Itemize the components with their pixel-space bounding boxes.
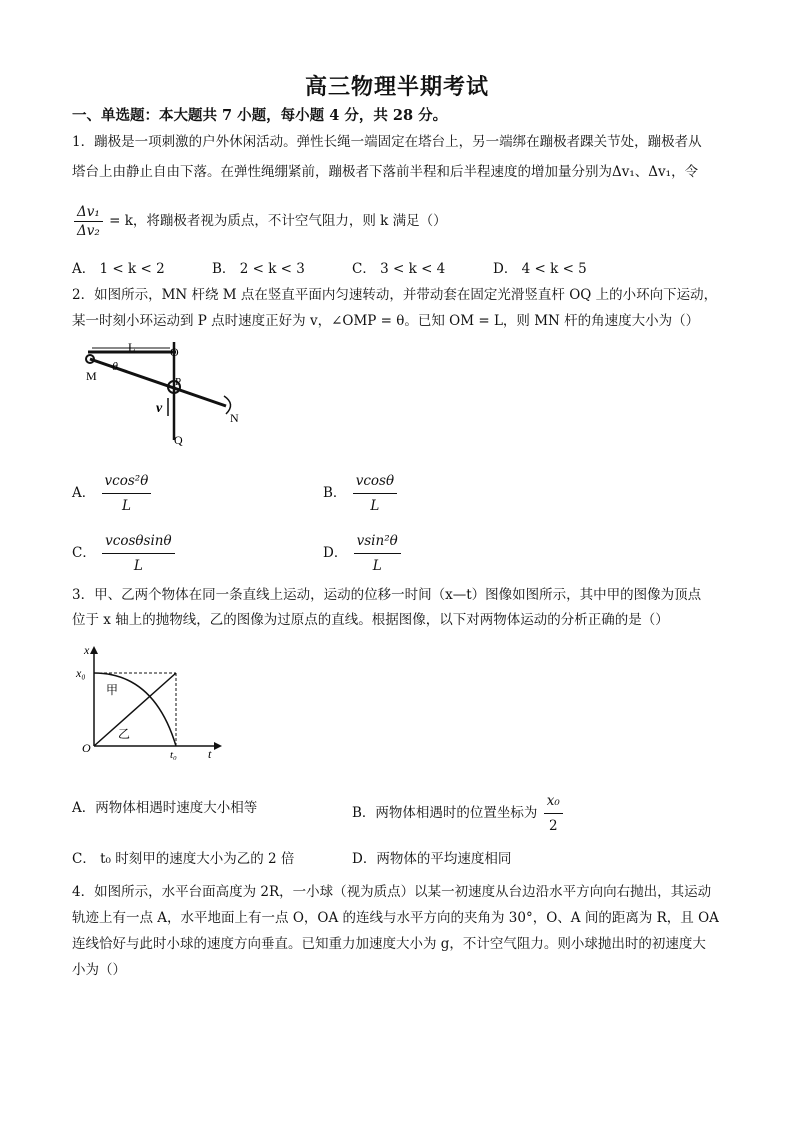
q2-option-a-label: A． [72,485,96,501]
q2-option-a-fraction [102,470,152,517]
page-title: 高三物理半期考试 [304,74,489,100]
q3-option-b[interactable] [352,790,565,837]
q3-option-c[interactable]: C． t₀ 时刻甲的速度大小为乙的 2 倍 [72,851,295,867]
label-o: O [170,345,179,359]
q2-option-a[interactable] [72,470,153,517]
q2-option-a-num: vcos²θ [102,470,152,494]
q2-rod-diagram [76,340,246,450]
label-origin: O [82,741,91,755]
q1-fraction [74,204,103,239]
q2-option-b-label: B． [323,485,347,501]
label-p: P [175,376,182,388]
q2-line-1: 2．如图所示，MN 杆绕 M 点在竖直平面内匀速转动，并带动套在固定光滑竖直杆 OQ 上的小环向下运动， [72,287,718,303]
q3-option-d[interactable]: D．两物体的平均速度相同 [352,851,512,867]
x-axis-arrow [90,646,98,654]
q2-option-c-num: vcosθsinθ [102,530,174,554]
label-n: N [230,411,239,425]
q3-option-b-prefix: B．两物体相遇时的位置坐标为 [352,805,538,821]
q1-option-d[interactable]: D． 4 < k < 5 [493,261,587,277]
rod-mn [90,359,226,406]
label-x: x [84,643,90,657]
q3-option-b-fraction [544,790,563,837]
q2-option-d-num: vsin²θ [354,530,401,554]
label-yi: 乙 [118,727,131,741]
t-axis-arrow [214,742,222,750]
q3-line-2: 位于 x 轴上的抛物线，乙的图像为过原点的直线。根据图像，以下对两物体运动的分析正确的是（） [72,612,669,628]
q1-frac-denominator: Δv₂ [77,223,100,239]
q2-option-c[interactable] [72,530,177,577]
q1-option-a[interactable]: A． 1 < k < 2 [72,261,165,277]
q1-frac-numerator: Δv₁ [74,204,103,222]
q4-line-1: 4．如图所示，水平台面高度为 2R，一小球（视为质点）以某一初速度从台边沿水平方向向右抛出，其运动 [72,884,712,900]
q4-line-2: 轨迹上有一点 A，水平地面上有一点 O，OA 的连线与水平方向的夹角为 30°，O、A 间的距离为 R，且 OA [72,910,719,926]
q3-option-a[interactable]: A．两物体相遇时速度大小相等 [72,800,258,816]
label-l: L [128,340,136,354]
q3-option-b-num: x₀ [544,790,563,814]
label-theta: θ [112,359,118,373]
q2-option-c-den: L [133,558,143,574]
label-t: t [208,747,212,761]
q2-option-c-fraction [102,530,174,577]
label-m: M [86,369,97,383]
q2-option-d-den: L [372,558,382,574]
q1-line-1: 1．蹦极是一项刺激的户外休闲活动。弹性长绳一端固定在塔台上，另一端绑在蹦极者踝关节处，蹦极者从 [72,134,702,150]
q1-equation [72,204,728,239]
q2-option-d-label: D． [323,545,348,561]
label-jia: 甲 [106,683,119,697]
q2-option-b-den: L [370,498,380,514]
label-v: v [156,401,163,416]
q3-option-b-den: 2 [548,818,558,834]
q3-line-1: 3．甲、乙两个物体在同一条直线上运动，运动的位移一时间（x—t）图像如图所示，其中甲的图像为顶点 [72,587,702,603]
q1-equation-tail: = k，将蹦极者视为质点，不计空气阻力，则 k 满足（） [109,213,447,229]
q2-option-d-fraction [354,530,401,577]
section-heading: 一、单选题：本大题共 7 小题，每小题 4 分，共 28 分。 [72,107,448,124]
q4-line-4: 小为（） [72,962,126,978]
label-q: Q [174,433,183,447]
label-t0: t₀ [170,749,177,761]
q2-option-a-den: L [121,498,131,514]
q2-option-d[interactable] [323,530,403,577]
q1-line-2: 塔台上由静止自由下落。在弹性绳绷紧前，蹦极者下落前半程和后半程速度的增加量分别为Δv₁、Δv₁，令 [72,164,699,180]
q2-line-2: 某一时刻小环运动到 P 点时速度正好为 v，∠OMP = θ。已知 OM = L，则 MN 杆的角速度大小为（） [72,313,700,329]
q4-line-3: 连线恰好与此时小球的速度方向垂直。已知重力加速度大小为 g，不计空气阻力。则小球抛出时的初速度大 [72,936,706,952]
q2-option-b-fraction [353,470,397,517]
q2-option-b[interactable] [323,470,399,517]
q1-option-b[interactable]: B． 2 < k < 3 [212,261,305,277]
q1-option-c[interactable]: C． 3 < k < 4 [352,261,446,277]
q3-xt-graph [74,642,224,762]
q2-option-b-num: vcosθ [353,470,397,494]
q2-option-c-label: C． [72,545,96,561]
label-x0: x₀ [76,666,86,680]
